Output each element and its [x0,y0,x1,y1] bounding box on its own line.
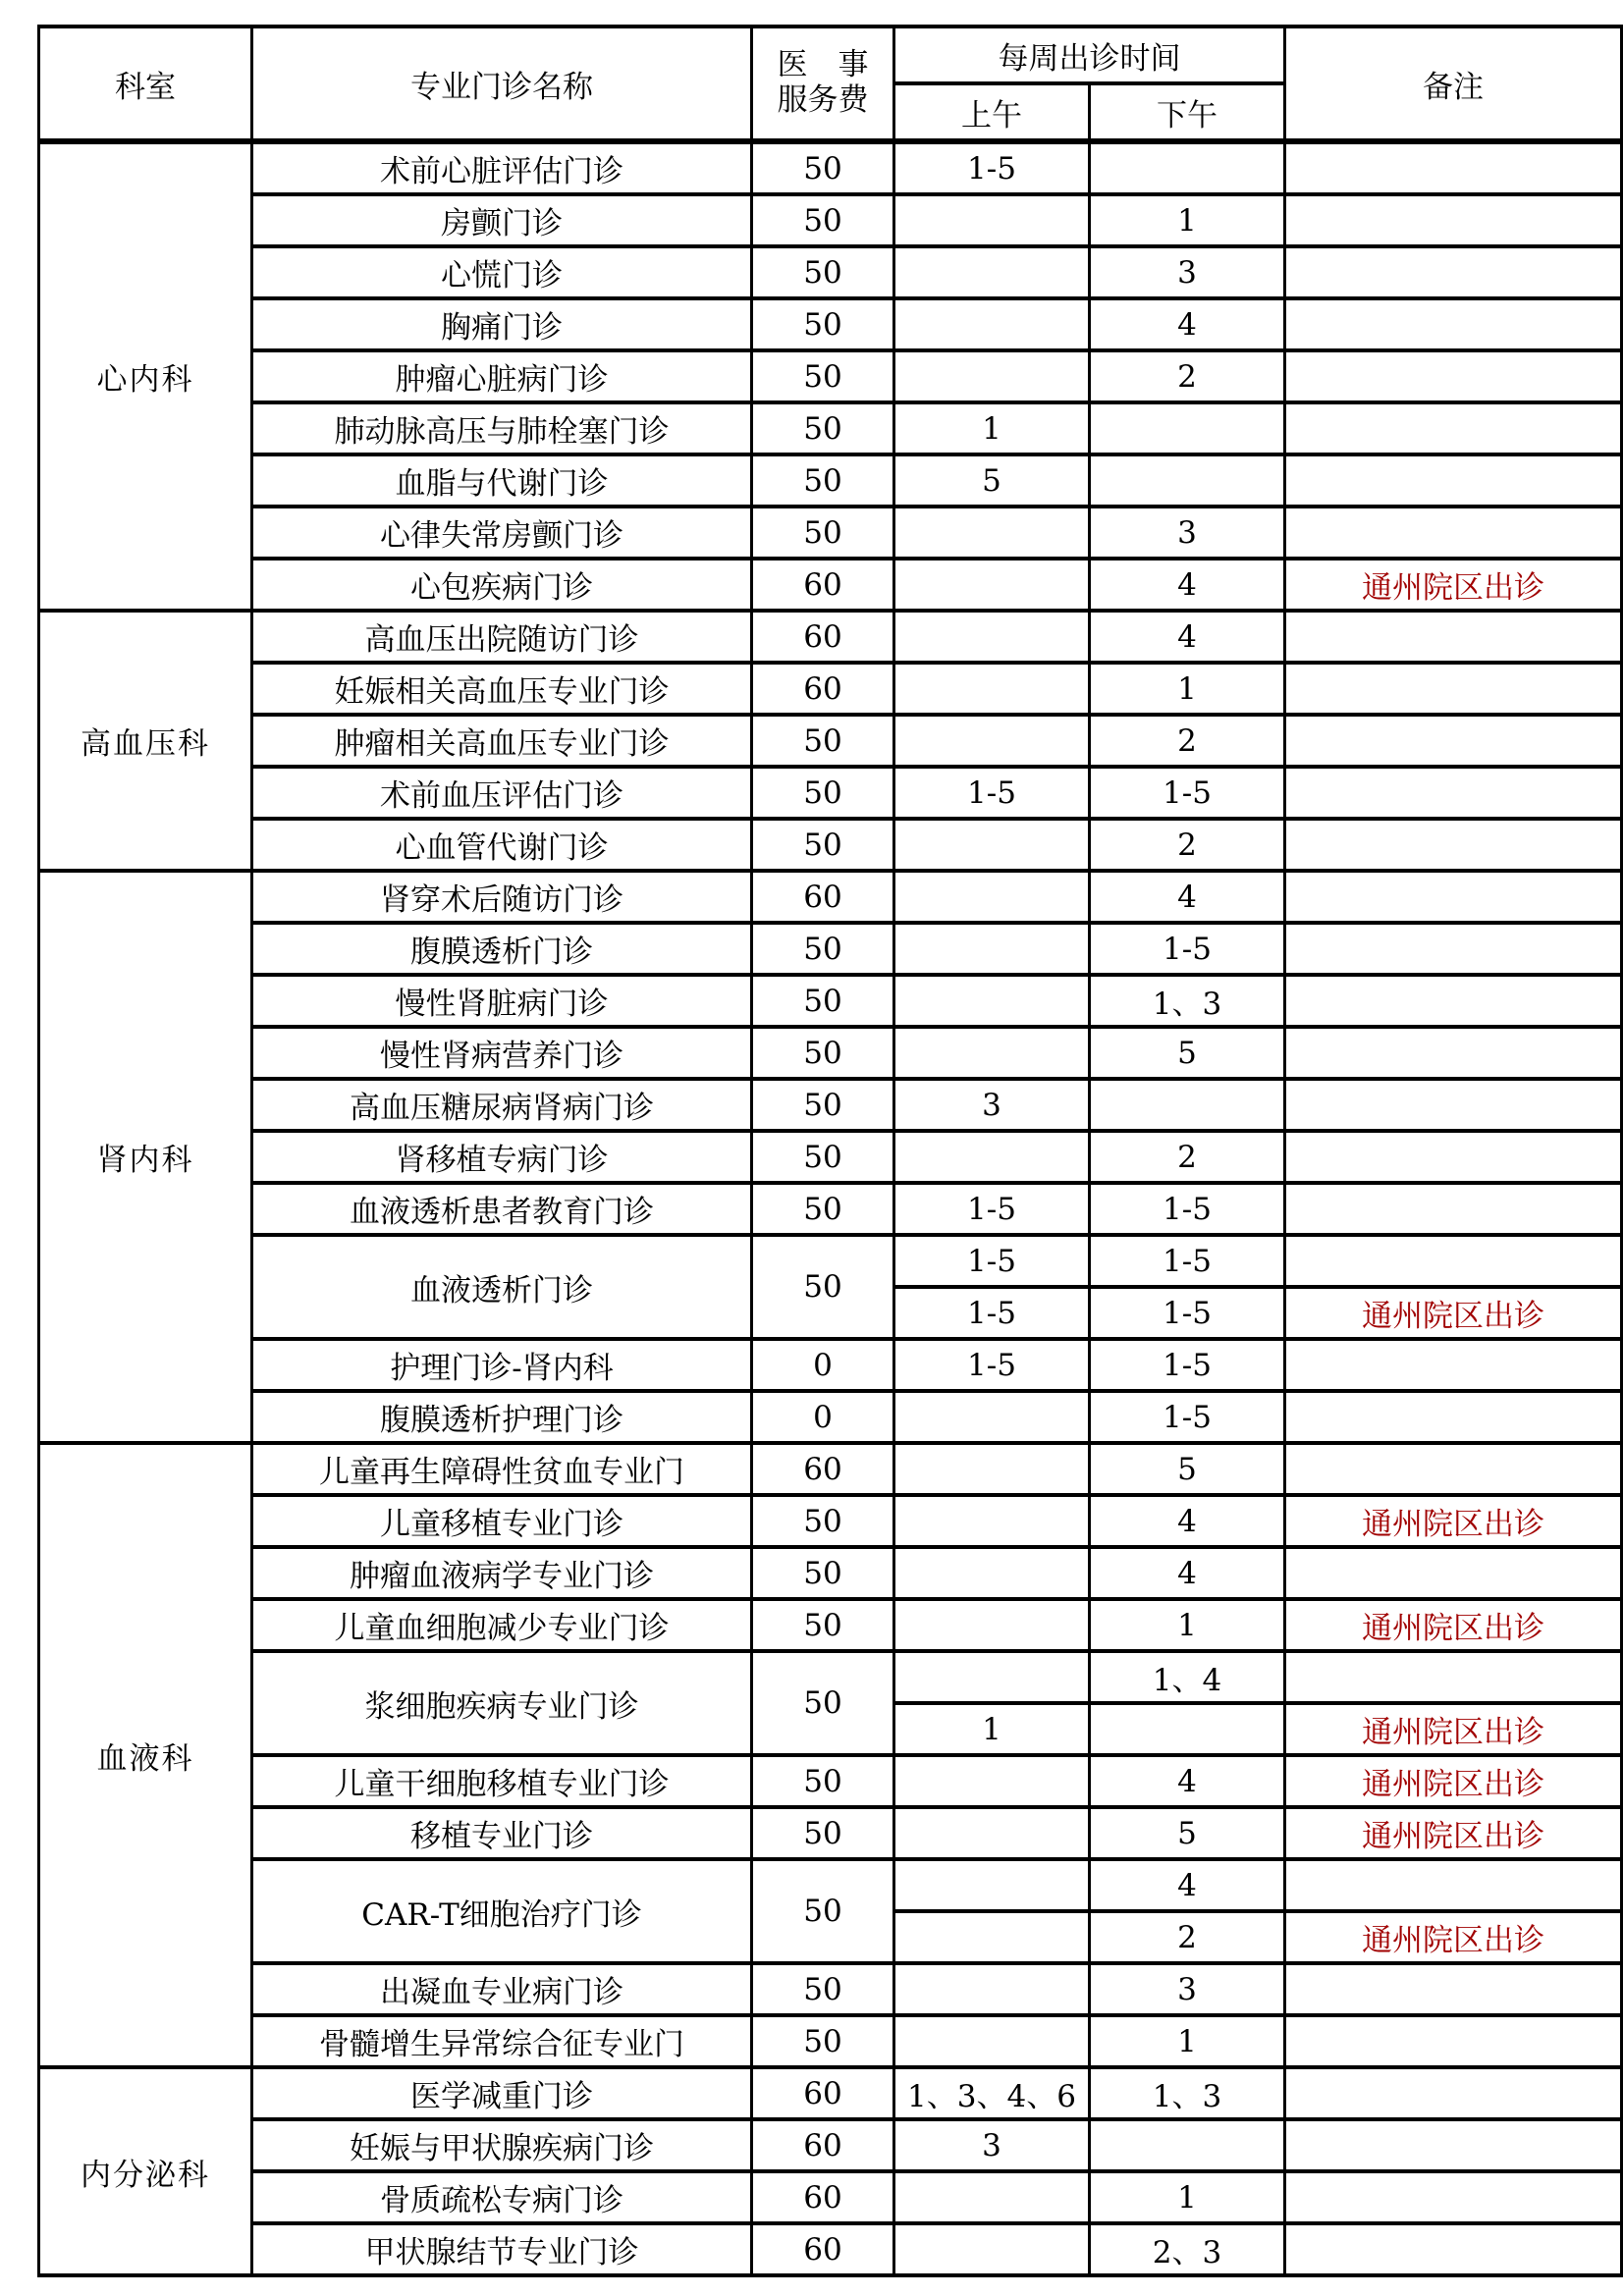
fee-cell: 50 [752,1755,894,1807]
afternoon-cell: 4 [1090,559,1285,611]
remark-cell [1285,1183,1622,1235]
remark-cell [1285,923,1622,975]
header-clinic-name: 专业门诊名称 [252,27,752,141]
afternoon-cell: 4 [1090,1495,1285,1547]
morning-cell: 1-5 [894,767,1090,819]
table-row [39,350,1622,402]
fee-cell: 50 [752,1807,894,1859]
table-row [39,1079,1622,1131]
morning-cell [894,2223,1090,2275]
afternoon-cell: 1-5 [1090,1339,1285,1391]
afternoon-cell: 2 [1090,1911,1285,1963]
clinic-name-cell: 心慌门诊 [252,246,752,298]
department-cell: 肾内科 [39,871,252,1443]
table-row [39,246,1622,298]
afternoon-cell: 4 [1090,298,1285,350]
table-row [39,1651,1622,1703]
afternoon-cell [1090,402,1285,454]
table-row [39,1599,1622,1651]
table-row [39,1339,1622,1391]
table-row [39,402,1622,454]
clinic-name-cell: 房颤门诊 [252,194,752,246]
table-row [39,923,1622,975]
remark-cell [1285,819,1622,871]
fee-cell: 60 [752,2223,894,2275]
remark-cell [1285,454,1622,507]
fee-cell: 60 [752,2067,894,2119]
afternoon-cell: 4 [1090,1547,1285,1599]
remark-cell [1285,975,1622,1027]
clinic-name-cell: 心律失常房颤门诊 [252,507,752,559]
table-header [39,27,1622,141]
clinic-name-cell: 骨髓增生异常综合征专业门 [252,2015,752,2067]
table-row [39,298,1622,350]
morning-cell: 5 [894,454,1090,507]
header-schedule: 每周出诊时间 [894,27,1285,83]
clinic-name-cell: 肾移植专病门诊 [252,1131,752,1183]
afternoon-cell [1090,141,1285,194]
morning-cell [894,663,1090,715]
remark-cell [1285,2119,1622,2171]
fee-cell: 50 [752,1495,894,1547]
fee-cell: 60 [752,871,894,923]
fee-cell: 50 [752,1547,894,1599]
morning-cell: 1、3、4、6 [894,2067,1090,2119]
remark-cell [1285,2015,1622,2067]
morning-cell: 1 [894,1703,1090,1755]
fee-cell: 50 [752,1963,894,2015]
afternoon-cell: 1 [1090,2015,1285,2067]
header-fee-line1: 医 事 [777,47,869,83]
clinic-name-cell: 术前心脏评估门诊 [252,141,752,194]
remark-cell [1285,1235,1622,1287]
header-row-1 [39,27,1622,83]
fee-cell: 60 [752,1443,894,1495]
table-row [39,1755,1622,1807]
table-row [39,2223,1622,2275]
morning-cell [894,1547,1090,1599]
clinic-name-cell: 高血压糖尿病肾病门诊 [252,1079,752,1131]
remark-cell [1285,1547,1622,1599]
morning-cell [894,298,1090,350]
header-afternoon: 下午 [1090,83,1285,141]
morning-cell [894,194,1090,246]
clinic-name-cell: 高血压出院随访门诊 [252,611,752,663]
table-row [39,1547,1622,1599]
afternoon-cell: 5 [1090,1443,1285,1495]
remark-cell [1285,1391,1622,1443]
fee-cell: 50 [752,1027,894,1079]
afternoon-cell: 3 [1090,246,1285,298]
remark-cell [1285,715,1622,767]
fee-cell: 50 [752,923,894,975]
afternoon-cell: 1 [1090,2171,1285,2223]
clinic-name-cell: 胸痛门诊 [252,298,752,350]
clinic-name-cell: 肿瘤心脏病门诊 [252,350,752,402]
header-fee [752,27,894,141]
clinic-name-cell: 血液透析门诊 [252,1235,752,1339]
morning-cell [894,819,1090,871]
morning-cell [894,1027,1090,1079]
fee-cell: 50 [752,2015,894,2067]
fee-cell: 50 [752,246,894,298]
morning-cell [894,1755,1090,1807]
afternoon-cell [1090,1079,1285,1131]
afternoon-cell [1090,454,1285,507]
fee-cell: 50 [752,1131,894,1183]
fee-cell: 50 [752,350,894,402]
morning-cell [894,2171,1090,2223]
table-row [39,454,1622,507]
fee-cell: 0 [752,1391,894,1443]
remark-cell [1285,194,1622,246]
fee-cell: 60 [752,2119,894,2171]
table-row [39,1859,1622,1911]
table-row [39,767,1622,819]
clinic-schedule-table [37,25,1623,2277]
morning-cell [894,1599,1090,1651]
morning-cell: 1-5 [894,1183,1090,1235]
afternoon-cell: 4 [1090,1859,1285,1911]
fee-cell: 50 [752,1235,894,1339]
fee-cell: 50 [752,1651,894,1755]
remark-cell [1285,298,1622,350]
morning-cell [894,1495,1090,1547]
remark-cell [1285,350,1622,402]
clinic-name-cell: 出凝血专业病门诊 [252,1963,752,2015]
clinic-name-cell: 慢性肾脏病门诊 [252,975,752,1027]
clinic-name-cell: 腹膜透析护理门诊 [252,1391,752,1443]
fee-cell: 50 [752,975,894,1027]
remark-cell [1285,767,1622,819]
afternoon-cell: 4 [1090,871,1285,923]
table-row [39,611,1622,663]
department-cell: 血液科 [39,1443,252,2067]
table-row [39,1807,1622,1859]
clinic-name-cell: 肿瘤血液病学专业门诊 [252,1547,752,1599]
fee-cell: 60 [752,611,894,663]
afternoon-cell [1090,2119,1285,2171]
afternoon-cell: 1-5 [1090,1287,1285,1339]
header-fee-line2: 服务费 [777,82,869,118]
clinic-name-cell: 腹膜透析门诊 [252,923,752,975]
morning-cell [894,507,1090,559]
remark-cell: 通州院区出诊 [1285,1807,1622,1859]
clinic-name-cell: 儿童干细胞移植专业门诊 [252,1755,752,1807]
afternoon-cell: 1 [1090,663,1285,715]
table-row [39,1963,1622,2015]
clinic-name-cell: 儿童再生障碍性贫血专业门 [252,1443,752,1495]
fee-cell: 50 [752,194,894,246]
remark-cell [1285,2171,1622,2223]
morning-cell: 3 [894,1079,1090,1131]
remark-cell [1285,1079,1622,1131]
fee-cell: 50 [752,1183,894,1235]
fee-cell: 60 [752,559,894,611]
header-department: 科室 [39,27,252,141]
fee-cell: 50 [752,507,894,559]
clinic-name-cell: 浆细胞疾病专业门诊 [252,1651,752,1755]
table-row [39,2171,1622,2223]
department-cell: 心内科 [39,141,252,611]
table-row [39,507,1622,559]
afternoon-cell: 1-5 [1090,1183,1285,1235]
clinic-name-cell: 护理门诊-肾内科 [252,1339,752,1391]
morning-cell: 1-5 [894,1339,1090,1391]
remark-cell: 通州院区出诊 [1285,1599,1622,1651]
clinic-name-cell: 慢性肾病营养门诊 [252,1027,752,1079]
department-cell: 高血压科 [39,611,252,871]
schedule-table-body [39,141,1622,2275]
afternoon-cell: 2 [1090,350,1285,402]
table-row [39,2015,1622,2067]
morning-cell: 1-5 [894,141,1090,194]
afternoon-cell: 2 [1090,1131,1285,1183]
remark-cell [1285,402,1622,454]
morning-cell [894,2015,1090,2067]
morning-cell [894,611,1090,663]
department-cell: 内分泌科 [39,2067,252,2275]
fee-cell: 50 [752,1859,894,1963]
morning-cell [894,1391,1090,1443]
clinic-name-cell: 肾穿术后随访门诊 [252,871,752,923]
afternoon-cell: 2 [1090,715,1285,767]
clinic-name-cell: 术前血压评估门诊 [252,767,752,819]
fee-cell: 50 [752,1599,894,1651]
fee-cell: 60 [752,663,894,715]
remark-cell: 通州院区出诊 [1285,1755,1622,1807]
morning-cell: 3 [894,2119,1090,2171]
remark-cell: 通州院区出诊 [1285,1287,1622,1339]
morning-cell [894,1963,1090,2015]
fee-cell: 50 [752,402,894,454]
remark-cell [1285,141,1622,194]
remark-cell [1285,1443,1622,1495]
clinic-name-cell: 心血管代谢门诊 [252,819,752,871]
fee-cell: 50 [752,1079,894,1131]
table-row [39,1131,1622,1183]
table-row [39,975,1622,1027]
table-row [39,141,1622,194]
morning-cell [894,1651,1090,1703]
remark-cell [1285,871,1622,923]
afternoon-cell: 1、3 [1090,975,1285,1027]
afternoon-cell: 1、3 [1090,2067,1285,2119]
clinic-name-cell: CAR-T细胞治疗门诊 [252,1859,752,1963]
afternoon-cell: 1、4 [1090,1651,1285,1703]
morning-cell [894,1859,1090,1911]
morning-cell [894,1443,1090,1495]
remark-cell [1285,2067,1622,2119]
table-row [39,559,1622,611]
remark-cell [1285,1859,1622,1911]
fee-cell: 50 [752,298,894,350]
remark-cell [1285,1131,1622,1183]
remark-cell [1285,507,1622,559]
table-row [39,871,1622,923]
morning-cell [894,1131,1090,1183]
morning-cell: 1-5 [894,1287,1090,1339]
table-row [39,2119,1622,2171]
morning-cell: 1 [894,402,1090,454]
morning-cell [894,559,1090,611]
table-row [39,663,1622,715]
table-row [39,2067,1622,2119]
fee-cell: 50 [752,715,894,767]
table-row [39,1183,1622,1235]
remark-cell [1285,1339,1622,1391]
remark-cell [1285,246,1622,298]
table-row [39,1495,1622,1547]
afternoon-cell [1090,1703,1285,1755]
remark-cell [1285,663,1622,715]
afternoon-cell: 4 [1090,611,1285,663]
afternoon-cell: 5 [1090,1027,1285,1079]
table-row [39,715,1622,767]
morning-cell [894,715,1090,767]
remark-cell [1285,1027,1622,1079]
clinic-name-cell: 医学减重门诊 [252,2067,752,2119]
table-row [39,1443,1622,1495]
afternoon-cell: 3 [1090,1963,1285,2015]
clinic-name-cell: 心包疾病门诊 [252,559,752,611]
afternoon-cell: 1 [1090,194,1285,246]
table-row [39,819,1622,871]
remark-cell [1285,1651,1622,1703]
remark-cell: 通州院区出诊 [1285,1911,1622,1963]
table-row [39,194,1622,246]
afternoon-cell: 2 [1090,819,1285,871]
morning-cell [894,1911,1090,1963]
fee-cell: 50 [752,141,894,194]
afternoon-cell: 3 [1090,507,1285,559]
table-row [39,1391,1622,1443]
remark-cell [1285,611,1622,663]
clinic-name-cell: 甲状腺结节专业门诊 [252,2223,752,2275]
morning-cell [894,975,1090,1027]
remark-cell: 通州院区出诊 [1285,1495,1622,1547]
clinic-name-cell: 儿童移植专业门诊 [252,1495,752,1547]
fee-cell: 60 [752,2171,894,2223]
afternoon-cell: 5 [1090,1807,1285,1859]
table-row [39,1235,1622,1287]
header-morning: 上午 [894,83,1090,141]
morning-cell [894,350,1090,402]
afternoon-cell: 1-5 [1090,767,1285,819]
afternoon-cell: 2、3 [1090,2223,1285,2275]
morning-cell [894,871,1090,923]
afternoon-cell: 1-5 [1090,1391,1285,1443]
afternoon-cell: 1 [1090,1599,1285,1651]
clinic-name-cell: 骨质疏松专病门诊 [252,2171,752,2223]
clinic-name-cell: 肺动脉高压与肺栓塞门诊 [252,402,752,454]
remark-cell: 通州院区出诊 [1285,1703,1622,1755]
clinic-name-cell: 妊娠与甲状腺疾病门诊 [252,2119,752,2171]
fee-cell: 50 [752,767,894,819]
afternoon-cell: 1-5 [1090,923,1285,975]
morning-cell [894,923,1090,975]
clinic-name-cell: 肿瘤相关高血压专业门诊 [252,715,752,767]
clinic-name-cell: 移植专业门诊 [252,1807,752,1859]
fee-cell: 50 [752,819,894,871]
remark-cell: 通州院区出诊 [1285,559,1622,611]
morning-cell [894,1807,1090,1859]
clinic-name-cell: 血液透析患者教育门诊 [252,1183,752,1235]
table-row [39,1027,1622,1079]
morning-cell [894,246,1090,298]
afternoon-cell: 1-5 [1090,1235,1285,1287]
remark-cell [1285,2223,1622,2275]
afternoon-cell: 4 [1090,1755,1285,1807]
morning-cell: 1-5 [894,1235,1090,1287]
fee-cell: 50 [752,454,894,507]
header-remark: 备注 [1285,27,1622,141]
clinic-name-cell: 血脂与代谢门诊 [252,454,752,507]
fee-cell: 0 [752,1339,894,1391]
remark-cell [1285,1963,1622,2015]
clinic-name-cell: 儿童血细胞减少专业门诊 [252,1599,752,1651]
clinic-name-cell: 妊娠相关高血压专业门诊 [252,663,752,715]
